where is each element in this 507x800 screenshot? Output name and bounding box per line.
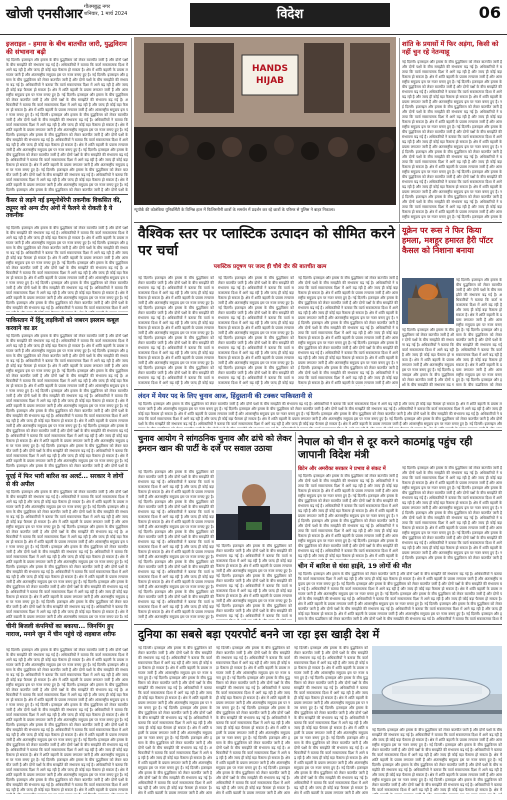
column-rule [399,224,400,388]
photo-caption: न्यूयॉर्क की कोलंबिया यूनिवर्सिटी के विभिन्न हाल में फिलिस्तीनी छात्रों के समर्थन में प्रदर्शन कर रहे छात्रों के परिसर से पुलिस ने बाहर निकाला। [134,207,336,212]
main-headline: वैश्विक स्तर पर प्लास्टिक उत्पादन को सीमित करने पर चर्चा [138,226,395,259]
divider [134,222,502,223]
imran-body-col2: नई दिल्ली। इजराइल और हमास के बीच युद्धविराम को लेकर बातचीत जारी है और दोनों पक्षों के बीच समझौते की संभावना बढ़ गई है। अधिकारियों ने बताया कि वार्ता सकारात्मक दिशा में आगे बढ़ रही है और जल्द ही कोई बड़ा फैसला हो सकता है। क्षेत्र में शांति बहाली के प्रयास लगातार जारी हैं और अंतरराष्ट्रीय समुदाय इस पर नजर बनाए हुए है। नई दिल्ली। इजराइल और हमास के बीच युद्धविराम को लेकर बातचीत जारी है और दोनों पक्षों के बीच समझौते की संभावना बढ़ गई है। अधिकारियों ने बताया कि वार्ता सकारात्मक दिशा में आगे बढ़ रही है और जल्द ही कोई बड़ा फैसला हो सकता है। क्षेत्र में शांति बहाली के प्रयास लगातार जारी हैं और अंतरराष्ट्रीय समुदाय इस पर नजर बनाए हुए है। नई दिल्ली। इजराइल और हमास के बीच युद्धविराम को लेकर बातचीत जारी है और दोनों पक्षों के बीच समझौते की संभावना बढ़ गई है। अधिकारियों ने बताया कि वार्ता स [216,544,292,618]
story5-headline: चीनी बिजली कंपनियों का बकाया... जिनपिंग हुए नाराज, मनाने जुन में चीन पहुंचे रहे शहबाज शरीफ [6,623,116,638]
ukraine-body-a: नई दिल्ली। इजराइल और हमास के बीच युद्धविराम को लेकर बातचीत जारी है और दोनों पक्षों के बीच समझौते की संभावना बढ़ गई है। अधिकारियों ने बताया कि वार्ता सकारात्मक दिशा में आगे बढ़ रही है और जल्द ही कोई बड़ा फैसला हो सकता है। क्षेत्र में शांति बहाली के प्रयास लगातार जारी हैं और अंतरराष्ट्रीय समुदाय इस पर नजर बनाए हुए है। नई दिल्ली। इजराइल और हमास के बीच युद्धविराम को लेकर बातचीत जारी है और दोनों पक्षों के बीच समझौते की संभावना बढ़ गई है। अधिकारियों ने बताया कि वार्ता सकारात्मक दिशा में आगे बढ़ रही है और जल्द ही कोई बड़ा फैसला हो सकता है। क्षेत्र में शांति बहाली के प्रयास लगातार जारी हैं और अंतरराष्ट्रीय समुदाय इस पर नजर बनाए हुए है। नई दिल्ली। इजराइल और हमास के बीच युद्धविराम को लेकर [456,278,502,386]
divider [6,314,128,315]
airport-photo [372,646,502,724]
divider [134,389,502,390]
protest-photo-illustration [134,37,396,205]
imran-headline: चुनाव आयोग ने सांगठनिक चुनाव और ढांचे को लेकर इमरान खान की पार्टी के दर्जे पर सवाल उठाया [138,434,292,453]
main-subhead: प्लास्टिक प्रदूषण पर जल्द ही चौथे दौर की बातचीत खत्म [213,264,327,270]
main-body-col3: नई दिल्ली। इजराइल और हमास के बीच युद्धविराम को लेकर बातचीत जारी है और दोनों पक्षों के बीच समझौते की संभावना बढ़ गई है। अधिकारियों ने बताया कि वार्ता सकारात्मक दिशा में आगे बढ़ रही है और जल्द ही कोई बड़ा फैसला हो सकता है। क्षेत्र में शांति बहाली के प्रयास लगातार जारी हैं और अंतरराष्ट्रीय समुदाय इस पर नजर बनाए हुए है। नई दिल्ली। इजराइल और हमास के बीच युद्धविराम को लेकर बातचीत जारी है और दोनों पक्षों के बीच समझौते की संभावना बढ़ गई है। अधिकारियों ने बताया कि वार्ता सकारात्मक दिशा में आगे बढ़ रही है और जल्द ही कोई बड़ा फैसला हो सकता है। क्षेत्र में शांति बहाली के प्रयास लगातार जारी हैं और अंतरराष्ट्रीय समुदाय इस पर नजर बनाए हुए है। नई दिल्ली। इजराइल और हमास के बीच युद्धविराम को लेकर बातचीत जारी है और दोनों पक्षों के बीच समझौते की संभावना बढ़ गई है। अधिकारियों ने बताया कि वार्ता सकारात्मक दिशा में आगे बढ़ रही है और जल्द ही कोई बड़ा फैसला हो सकता है। क्षेत्र में शांति बहाली के प्रयास लगातार जारी हैं और अंतरराष्ट्रीय समुदाय इस पर नजर बनाए हुए है। नई दिल्ली। इजराइल और हमास के बीच युद्धविराम को लेकर बातचीत जारी है और दोनों पक्षों के बीच समझौते की संभावना बढ़ गई है। अधिकारियों ने बताया कि वार्ता सकारात्मक दिशा में आगे बढ़ रही है और जल्द ही कोई बड़ा फैसला हो सकता है। क्षेत्र में शांति बहाली के प्रयास लगातार जारी हैं और अंतरराष्ट्रीय समुदाय इस पर नजर बनाए हुए है। नई दिल्ली। इजराइल और हमास के बीच युद्धविराम को लेकर बातचीत जारी है और दोनों पक्षों के बीच समझौते की संभावना बढ़ गई है। अधिकारियों ने बताया कि वार्ता सकारात्मक दिशा में आगे बढ़ रही है और जल्द ही कोई बड़ा फैसला हो सकता है। क्षेत्र में शांति बहाली के प्रयास लगातार जारी हैं और अंतर [298,276,398,385]
divider [134,624,502,625]
airport-illustration [372,646,502,724]
castle-illustration [402,278,454,324]
page-number: 06 [478,3,501,22]
svg-text:HIJAB: HIJAB [255,76,285,86]
nepal-body-col2: नई दिल्ली। इजराइल और हमास के बीच युद्धविराम को लेकर बातचीत जारी है और दोनों पक्षों के बीच समझौते की संभावना बढ़ गई है। अधिकारियों ने बताया कि वार्ता सकारात्मक दिशा में आगे बढ़ रही है और जल्द ही कोई बड़ा फैसला हो सकता है। क्षेत्र में शांति बहाली के प्रयास लगातार जारी हैं और अंतरराष्ट्रीय समुदाय इस पर नजर बनाए हुए है। नई दिल्ली। इजराइल और हमास के बीच युद्धविराम को लेकर बातचीत जारी है और दोनों पक्षों के बीच समझौते की संभावना बढ़ गई है। अधिकारियों ने बताया कि वार्ता सकारात्मक दिशा में आगे बढ़ रही है और जल्द ही कोई बड़ा फैसला हो सकता है। क्षेत्र में शांति बहाली के प्रयास लगातार जारी हैं और अंतरराष्ट्रीय समुदाय इस पर नजर बनाए हुए है। नई दिल्ली। इजराइल और हमास के बीच युद्धविराम को लेकर बातचीत जारी है और दोनों पक्षों के बीच समझौते की संभावना बढ़ गई है। अधिकारियों ने बताया कि वार्ता सकारात्मक दिशा में आगे बढ़ रही है और जल्द ही कोई बड़ा फैसला हो सकता है। क्षेत्र में शांति बहाली के प्रयास लगातार जारी हैं और अंतरराष्ट्रीय समुदाय इस पर नजर बनाए हुए है। नई दिल्ली। इजराइल और हमास के बीच युद्धविराम को लेकर बातचीत जारी है और दोनों पक्षों के बीच समझौते की संभावना बढ़ गई है। अधिकारियों ने बताया कि वार्ता सकारात्मक दिशा में आगे बढ़ रही है और जल्द ही कोई बड़ा फैसला हो सकता है। क्षेत्र में शांति बहाली के प्रयास लगातार जारी हैं और अंतरराष्ट्रीय समुदाय इस पर नजर बनाए हुए है। नई दिल्ली। इजराइल और हमास के बीच युद्धविराम को लेकर बातचीत जारी है [402,466,502,560]
story5-body: नई दिल्ली। इजराइल और हमास के बीच युद्धविराम को लेकर बातचीत जारी है और दोनों पक्षों के बीच समझौते की संभावना बढ़ गई है। अधिकारियों ने बताया कि वार्ता सकारात्मक दिशा में आगे बढ़ रही है और जल्द ही कोई बड़ा फैसला हो सकता है। क्षेत्र में शांति बहाली के प्रयास लगातार जारी हैं और अंतरराष्ट्रीय समुदाय इस पर नजर बनाए हुए है। नई दिल्ली। इजराइल और हमास के बीच युद्धविराम को लेकर बातचीत जारी है और दोनों पक्षों के बीच समझौते की संभावना बढ़ गई है। अधिकारियों ने बताया कि वार्ता सकारात्मक दिशा में आगे बढ़ रही है और जल्द ही कोई बड़ा फैसला हो सकता है। क्षेत्र में शांति बहाली के प्रयास लगातार जारी हैं और अंतरराष्ट्रीय समुदाय इस पर नजर बनाए हुए है। नई दिल्ली। इजराइल और हमास के बीच युद्धविराम को लेकर बातचीत जारी है और दोनों पक्षों के बीच समझौते की संभावना बढ़ गई है। अधिकारियों ने बताया कि वार्ता सकारात्मक दिशा में आगे बढ़ रही है और जल्द ही कोई बड़ा फैसला हो सकता है। क्षेत्र में शांति बहाली के प्रयास लगातार जारी हैं और अंतरराष्ट्रीय समुदाय इस पर नजर बनाए हुए है। नई दिल्ली। इजराइल और हमास के बीच युद्धविराम को लेकर बातचीत जारी है और दोनों पक्षों के बीच समझौते की संभावना बढ़ गई है। अधिकारियों ने बताया कि वार्ता सकारात्मक दिशा में आगे बढ़ रही है और जल्द ही कोई बड़ा फैसला हो सकता है। क्षेत्र में शांति बहाली के प्रयास लगातार जारी हैं और अंतरराष्ट्रीय समुदाय इस पर नजर बनाए हुए है। नई दिल्ली। इजराइल और हमास के बीच युद्धविराम को लेकर बातचीत जारी है और दोनों पक्षों के बीच समझौते की संभावना बढ़ गई है। अधिकारियों ने बताया कि वार्ता सकारात्मक दिशा में आगे बढ़ रही है और जल्द ही कोई बड़ा फैसला हो सकता है। क्षेत्र में शांति बहाली के प्रयास लगातार जारी हैं और अंतरराष्ट्रीय समुदाय इस पर नजर बनाए हुए है। नई दिल्ली। इजराइल और हमास के बीच युद्धविराम को लेकर बातचीत जारी है और दोनों पक्षों के बीच समझौते की संभावना बढ़ गई है। अधिकारियों ने बताया कि वार्ता सकारात्मक दिशा में आगे बढ़ रही है और जल्द ही कोई बड़ा फैसला हो सकता है। क्षेत्र में शांति बहाली के प्रयास लगातार जारी हैं और अंतरराष्ट्रीय समुदाय इस पर नजर बनाए हुए है। नई दिल्ली। इजराइल और हमास के बीच युद्धविराम को लेकर बातचीत जारी है और दोनों पक्षों के बीच समझौते की संभावना बढ़ गई है। अधिकारियों ने बताया कि वार्ता सकारात्मक दिशा में आगे बढ़ रही है और जल्द ही कोई बड़ा फैसला हो सकता है। क्षेत्र में शांति बहाली के प्रयास लगातार जारी हैं और अंतरराष्ट्रीय समुदाय इस पर नजर बनाए हुए है। नई दिल्ली। इजराइल और हमास के बीच युद्धविराम को लेकर बातचीत जारी है और दोनों पक्षों के बीच समझौते की संभावना बढ़ गई है। अधिकारियों ने बताया कि वार्ता सकारात्मक दिशा में आगे बढ़ रही है और जल्द ही कोई बड़ा फैसला हो सकता है। क्षेत्र में शांति बहाली के प्रयास लगातार [6,648,128,792]
story1-body: नई दिल्ली। इजराइल और हमास के बीच युद्धविराम को लेकर बातचीत जारी है और दोनों पक्षों के बीच समझौते की संभावना बढ़ गई है। अधिकारियों ने बताया कि वार्ता सकारात्मक दिशा में आगे बढ़ रही है और जल्द ही कोई बड़ा फैसला हो सकता है। क्षेत्र में शांति बहाली के प्रयास लगातार जारी हैं और अंतरराष्ट्रीय समुदाय इस पर नजर बनाए हुए है। नई दिल्ली। इजराइल और हमास के बीच युद्धविराम को लेकर बातचीत जारी है और दोनों पक्षों के बीच समझौते की संभावना बढ़ गई है। अधिकारियों ने बताया कि वार्ता सकारात्मक दिशा में आगे बढ़ रही है और जल्द ही कोई बड़ा फैसला हो सकता है। क्षेत्र में शांति बहाली के प्रयास लगातार जारी हैं और अंतरराष्ट्रीय समुदाय इस पर नजर बनाए हुए है। नई दिल्ली। इजराइल और हमास के बीच युद्धविराम को लेकर बातचीत जारी है और दोनों पक्षों के बीच समझौते की संभावना बढ़ गई है। अधिकारियों ने बताया कि वार्ता सकारात्मक दिशा में आगे बढ़ रही है और जल्द ही कोई बड़ा फैसला हो सकता है। क्षेत्र में शांति बहाली के प्रयास लगातार जारी हैं और अंतरराष्ट्रीय समुदाय इस पर नजर बनाए हुए है। नई दिल्ली। इजराइल और हमास के बीच युद्धविराम को लेकर बातचीत जारी है और दोनों पक्षों के बीच समझौते की संभावना बढ़ गई है। अधिकारियों ने बताया कि वार्ता सकारात्मक दिशा में आगे बढ़ रही है और जल्द ही कोई बड़ा फैसला हो सकता है। क्षेत्र में शांति बहाली के प्रयास लगातार जारी हैं और अंतरराष्ट्रीय समुदाय इस पर नजर बनाए हुए है। नई दिल्ली। इजराइल और हमास के बीच युद्धविराम को लेकर बातचीत जारी है और दोनों पक्षों के बीच समझौते की संभावना बढ़ गई है। अधिकारियों ने बताया कि वार्ता सकारात्मक दिशा में आगे बढ़ रही है और जल्द ही कोई बड़ा फैसला हो सकता है। क्षेत्र में शांति बहाली के प्रयास लगातार जारी हैं और अंतरराष्ट्रीय समुदाय इस पर नजर बनाए हुए है। नई दिल्ली। इजराइल और हमास के बीच युद्धविराम को लेकर बातचीत जारी है और दोनों पक्षों के बीच समझौते की संभावना बढ़ गई है। अधिकारियों ने बताया कि वार्ता सकारात्मक दिशा में आगे बढ़ रही है और जल्द ही कोई बड़ा फैसला हो सकता है। क्षेत्र में शांति बहाली के प्रयास लगातार जारी हैं और अंतरराष्ट्रीय समुदाय इस पर नजर बनाए हुए है। नई दिल्ली। इजराइल और हमास के बीच युद्धविराम को लेकर बातचीत जारी है और दोनों पक्षों के बीच समझौते की संभावना बढ़ गई है। अधिकारियों ने बताया कि वार्ता सकारात्मक दिशा में आगे बढ़ रही है और जल्द ही कोई बड़ा फैसला हो सकता है। क्षेत्र में शांति बहाली के प्रयास लगातार जारी हैं और अंतरराष्ट्रीय समुदाय इस पर नजर बनाए हुए है। नई दिल्ली। इजराइल और हमास के बीच युद्धविराम को लेकर बातचीत जारी है और दोनों पक्षों के [6,58,128,192]
newspaper-logo: खोजी एनसीआर [6,7,83,22]
divider [6,620,128,621]
story2-headline: कैंसर से लड़ने नई इम्यूनोथेरेपी तकनीक विकसित की, ट्यूमर को अन्य टीए अंगों में फैलने से रोकती है ये तकनीक [6,197,122,219]
london-body: नई दिल्ली। इजराइल और हमास के बीच युद्धविराम को लेकर बातचीत जारी है और दोनों पक्षों के बीच समझौते की संभावना बढ़ गई है। अधिकारियों ने बताया कि वार्ता सकारात्मक दिशा में आगे बढ़ रही है और जल्द ही कोई बड़ा फैसला हो सकता है। क्षेत्र में शांति बहाली के प्रयास लगातार जारी हैं और अंतरराष्ट्रीय समुदाय इस पर नजर बनाए हुए है। नई दिल्ली। इजराइल और हमास के बीच युद्धविराम को लेकर बातचीत जारी है और दोनों पक्षों के बीच समझौते की संभावना बढ़ गई है। अधिकारियों ने बताया कि वार्ता सकारात्मक दिशा में आगे बढ़ रही है और जल्द ही कोई बड़ा फैसला हो सकता है। क्षेत्र में शांति बहाली के प्रयास लगातार जारी हैं और अंतरराष्ट्रीय समुदाय इस पर नजर बनाए हुए है। नई दिल्ली। इजराइल और हमास के बीच युद्धविराम को लेकर बातचीत जारी है और दोनों पक्षों के बीच समझौते की संभावना बढ़ गई है। अधिकारियों ने बताया कि वार्ता सकारात्मक दिशा में आगे बढ़ रही है और जल्द ही कोई बड़ा फैसला हो सकता है। क्षेत्र में शांति बहाली के प्रयास लगातार जारी हैं और अंतरराष्ट्रीय समुदाय इस पर नजर बनाए हुए है। नई दिल्ली। इजराइल और हमास के बीच युद्धविराम को लेकर बातचीत जारी है और दोनों पक्षों के बीच समझौते की संभावना बढ़ गई है। अधिकारियों ने बताया कि वार्ता सकारात्मक दिशा में आगे बढ़ रही है और जल्द ही कोई बड़ा फैसला हो सकता है। क्षेत्र में शांति बहाली के प्रयास लगातार जारी हैं और अंतरराष्ट्रीय समुदाय इस पर नजर बनाए हुए है। नई दिल्ली। इजराइल और [138,402,502,426]
date-line: गौतमबुद्ध नगर शनिवार, 1 मार्च 2024 [84,4,128,17]
netanyahu-headline: शांति के प्रयासों में फिर अड़ंगा, किसी को नहीं चुन रहे नेतन्याहू [402,40,499,56]
divider [134,430,502,431]
divider [6,470,128,471]
main-body-col2: नई दिल्ली। इजराइल और हमास के बीच युद्धविराम को लेकर बातचीत जारी है और दोनों पक्षों के बीच समझौते की संभावना बढ़ गई है। अधिकारियों ने बताया कि वार्ता सकारात्मक दिशा में आगे बढ़ रही है और जल्द ही कोई बड़ा फैसला हो सकता है। क्षेत्र में शांति बहाली के प्रयास लगातार जारी हैं और अंतरराष्ट्रीय समुदाय इस पर नजर बनाए हुए है। नई दिल्ली। इजराइल और हमास के बीच युद्धविराम को लेकर बातचीत जारी है और दोनों पक्षों के बीच समझौते की संभावना बढ़ गई है। अधिकारियों ने बताया कि वार्ता सकारात्मक दिशा में आगे बढ़ रही है और जल्द ही कोई बड़ा फैसला हो सकता है। क्षेत्र में शांति बहाली के प्रयास लगातार जारी हैं और अंतरराष्ट्रीय समुदाय इस पर नजर बनाए हुए है। नई दिल्ली। इजराइल और हमास के बीच युद्धविराम को लेकर बातचीत जारी है और दोनों पक्षों के बीच समझौते की संभावना बढ़ गई है। अधिकारियों ने बताया कि वार्ता सकारात्मक दिशा में आगे बढ़ रही है और जल्द ही कोई बड़ा फैसला हो सकता है। क्षेत्र में शांति बहाली के प्रयास लगातार जारी हैं और अंतरराष्ट्रीय समुदाय इस पर नजर बनाए हुए है। नई दिल्ली। इजराइल और हमास के बीच युद्धविराम को लेकर बातचीत जारी है और दोनों पक्षों के बीच समझौते की संभावना बढ़ गई है। अधिकारियों ने बताया कि वार्ता सकारात्मक दिशा में आगे बढ़ रही है और जल्द ही कोई बड़ा [218,276,294,385]
section-title: विदेश [190,3,390,27]
london-headline: लंदन में मेयर पद के लिए चुनाव आज, हिंदुस्तानी की टक्कर पाकिस्तानी से [138,392,313,400]
protest-photo [134,37,396,205]
nepal-headline: नेपाल को चीन से दूर करने काठमांडू पहुंच रही जापानी विदेश मंत्री [298,436,473,461]
nepal-body-col1: नई दिल्ली। इजराइल और हमास के बीच युद्धविराम को लेकर बातचीत जारी है और दोनों पक्षों के बीच समझौते की संभावना बढ़ गई है। अधिकारियों ने बताया कि वार्ता सकारात्मक दिशा में आगे बढ़ रही है और जल्द ही कोई बड़ा फैसला हो सकता है। क्षेत्र में शांति बहाली के प्रयास लगातार जारी हैं और अंतरराष्ट्रीय समुदाय इस पर नजर बनाए हुए है। नई दिल्ली। इजराइल और हमास के बीच युद्धविराम को लेकर बातचीत जारी है और दोनों पक्षों के बीच समझौते की संभावना बढ़ गई है। अधिकारियों ने बताया कि वार्ता सकारात्मक दिशा में आगे बढ़ रही है और जल्द ही कोई बड़ा फैसला हो सकता है। क्षेत्र में शांति बहाली के प्रयास लगातार जारी हैं और अंतरराष्ट्रीय समुदाय इस पर नजर बनाए हुए है। नई दिल्ली। इजराइल और हमास के बीच युद्धविराम को लेकर बातचीत जारी है और दोनों पक्षों के बीच समझौते की संभावना बढ़ गई है। अधिकारियों ने बताया कि वार्ता सकारात्मक दिशा में आगे बढ़ रही है और जल्द ही कोई बड़ा फैसला हो सकता है। क्षेत्र में शांति बहाली के प्रयास लगातार जारी हैं और अंतरराष्ट्रीय समुदाय इस पर नजर बनाए हुए है। नई दिल्ली। इजराइल और हमास के बीच युद्धविराम को लेकर बातचीत जारी है और दोनों पक्षों के बीच समझौते की संभावना बढ़ गई है। अधिकारियों ने बताया कि वार्ता सकारात्मक दिशा में आगे बढ़ रही है और जल्द ही कोई बड़ा फैसला हो सकता है। क्षेत्र में शांति बहाली के [298,474,398,558]
story4-body: नई दिल्ली। इजराइल और हमास के बीच युद्धविराम को लेकर बातचीत जारी है और दोनों पक्षों के बीच समझौते की संभावना बढ़ गई है। अधिकारियों ने बताया कि वार्ता सकारात्मक दिशा में आगे बढ़ रही है और जल्द ही कोई बड़ा फैसला हो सकता है। क्षेत्र में शांति बहाली के प्रयास लगातार जारी हैं और अंतरराष्ट्रीय समुदाय इस पर नजर बनाए हुए है। नई दिल्ली। इजराइल और हमास के बीच युद्धविराम को लेकर बातचीत जारी है और दोनों पक्षों के बीच समझौते की संभावना बढ़ गई है। अधिकारियों ने बताया कि वार्ता सकारात्मक दिशा में आगे बढ़ रही है और जल्द ही कोई बड़ा फैसला हो सकता है। क्षेत्र में शांति बहाली के प्रयास लगातार जारी हैं और अंतरराष्ट्रीय समुदाय इस पर नजर बनाए हुए है। नई दिल्ली। इजराइल और हमास के बीच युद्धविराम को लेकर बातचीत जारी है और दोनों पक्षों के बीच समझौते की संभावना बढ़ गई है। अधिकारियों ने बताया कि वार्ता सकारात्मक दिशा में आगे बढ़ रही है और जल्द ही कोई बड़ा फैसला हो सकता है। क्षेत्र में शांति बहाली के प्रयास लगातार जारी हैं और अंतरराष्ट्रीय समुदाय इस पर नजर बनाए हुए है। नई दिल्ली। इजराइल और हमास के बीच युद्धविराम को लेकर बातचीत जारी है और दोनों पक्षों के बीच समझौते की संभावना बढ़ गई है। अधिकारियों ने बताया कि वार्ता सकारात्मक दिशा में आगे बढ़ रही है और जल्द ही कोई बड़ा फैसला हो सकता है। क्षेत्र में शांति बहाली के प्रयास लगातार जारी हैं और अंतरराष्ट्रीय समुदाय इस पर नजर बनाए हुए है। नई दिल्ली। इजराइल और हमास के बीच युद्धविराम को लेकर बातचीत जारी है और दोनों पक्षों के बीच समझौते की संभावना बढ़ गई है। अधिकारियों ने बताया कि वार्ता सकारात्मक दिशा में आगे बढ़ रही है और जल्द ही कोई बड़ा फैसला हो सकता है। क्षेत्र में शांति बहाली के प्रयास लगातार जारी हैं और अंतरराष्ट्रीय समुदाय इस पर नजर बनाए हुए है। नई दिल्ली। इजराइल और हमास के बीच युद्धविराम को लेकर बातचीत जारी है और दोनों पक्षों के बीच समझौते की संभावना बढ़ गई है। अधिकारियों ने बताया कि वार्ता सकारात्मक दिशा में आगे बढ़ रही है और जल्द ही कोई बड़ा फैसला हो सकता है। क्षेत्र में शांति बहाली के प्रयास लगातार जारी हैं और अंतरराष्ट्रीय समुदाय इस पर नजर बनाए हुए है। नई दिल्ली। इजराइल और हमास के बीच युद्धविराम को लेकर बातचीत जारी है और दोनों पक्षों के बीच समझौते की संभावना बढ़ गई है। अधिकारियों ने बताया कि वार्ता सकारात्मक दिशा में आगे बढ़ रही है और जल्द ही कोई बड़ा फैसला हो सकता है। क्षेत्र में शांति बहाली के प्रयास लगातार जारी हैं और अंतरराष्ट्रीय समुदाय इस पर नजर बनाए हुए है। नई [6,490,128,618]
story3-body: नई दिल्ली। इजराइल और हमास के बीच युद्धविराम को लेकर बातचीत जारी है और दोनों पक्षों के बीच समझौते की संभावना बढ़ गई है। अधिकारियों ने बताया कि वार्ता सकारात्मक दिशा में आगे बढ़ रही है और जल्द ही कोई बड़ा फैसला हो सकता है। क्षेत्र में शांति बहाली के प्रयास लगातार जारी हैं और अंतरराष्ट्रीय समुदाय इस पर नजर बनाए हुए है। नई दिल्ली। इजराइल और हमास के बीच युद्धविराम को लेकर बातचीत जारी है और दोनों पक्षों के बीच समझौते की संभावना बढ़ गई है। अधिकारियों ने बताया कि वार्ता सकारात्मक दिशा में आगे बढ़ रही है और जल्द ही कोई बड़ा फैसला हो सकता है। क्षेत्र में शांति बहाली के प्रयास लगातार जारी हैं और अंतरराष्ट्रीय समुदाय इस पर नजर बनाए हुए है। नई दिल्ली। इजराइल और हमास के बीच युद्धविराम को लेकर बातचीत जारी है और दोनों पक्षों के बीच समझौते की संभावना बढ़ गई है। अधिकारियों ने बताया कि वार्ता सकारात्मक दिशा में आगे बढ़ रही है और जल्द ही कोई बड़ा फैसला हो सकता है। क्षेत्र में शांति बहाली के प्रयास लगातार जारी हैं और अंतरराष्ट्रीय समुदाय इस पर नजर बनाए हुए है। नई दिल्ली। इजराइल और हमास के बीच युद्धविराम को लेकर बातचीत जारी है और दोनों पक्षों के बीच समझौते की संभावना बढ़ गई है। अधिकारियों ने बताया कि वार्ता सकारात्मक दिशा में आगे बढ़ रही है और जल्द ही कोई बड़ा फैसला हो सकता है। क्षेत्र में शांति बहाली के प्रयास लगातार जारी हैं और अंतरराष्ट्रीय समुदाय इस पर नजर बनाए हुए है। नई दिल्ली। इजराइल और हमास के बीच युद्धविराम को लेकर बातचीत जारी है और दोनों पक्षों के बीच समझौते की संभावना बढ़ गई है। अधिकारियों ने बताया कि वार्ता सकारात्मक दिशा में आगे बढ़ रही है और जल्द ही कोई बड़ा फैसला हो सकता है। क्षेत्र में शांति बहाली के प्रयास लगातार जारी हैं और अंतरराष्ट्रीय समुदाय इस पर नजर बनाए हुए है। नई दिल्ली। इजराइल और हमास के बीच युद्धविराम को लेकर बातचीत जारी है और दोनों पक्षों के बीच समझौते की संभावना बढ़ गई है। अधिकारियों ने बताया कि वार्ता सकारात्मक दिशा में आगे बढ़ रही है और जल्द ही कोई बड़ा फैसला हो सकता है। क्षेत्र में शांति बहाली के प्रयास लगातार जारी हैं और अंतरराष्ट्रीय समुदाय इस पर नजर बनाए हुए है। नई दिल्ली। इजराइल और हमास के बीच युद्धविराम को लेकर बातचीत जारी है और दोनों पक्षों के बीच समझौते की संभावना बढ़ गई है। अधिकारियों ने बताया कि वार्ता सकारात्मक दिशा में आगे बढ़ रही है और जल्द ही कोई बड़ा फैसला हो सकता है। क्षेत्र में शांति बहाली के प्रयास लगातार जारी हैं और अंतरराष्ट्रीय समुदाय इस पर नजर बनाए हुए है। नई दिल्ली। इजराइल और हमास के बीच युद्धविराम को लेकर बातचीत जारी है और दोनों पक्षों के [6,334,128,468]
divider [6,194,128,195]
netanyahu-body: नई दिल्ली। इजराइल और हमास के बीच युद्धविराम को लेकर बातचीत जारी है और दोनों पक्षों के बीच समझौते की संभावना बढ़ गई है। अधिकारियों ने बताया कि वार्ता सकारात्मक दिशा में आगे बढ़ रही है और जल्द ही कोई बड़ा फैसला हो सकता है। क्षेत्र में शांति बहाली के प्रयास लगातार जारी हैं और अंतरराष्ट्रीय समुदाय इस पर नजर बनाए हुए है। नई दिल्ली। इजराइल और हमास के बीच युद्धविराम को लेकर बातचीत जारी है और दोनों पक्षों के बीच समझौते की संभावना बढ़ गई है। अधिकारियों ने बताया कि वार्ता सकारात्मक दिशा में आगे बढ़ रही है और जल्द ही कोई बड़ा फैसला हो सकता है। क्षेत्र में शांति बहाली के प्रयास लगातार जारी हैं और अंतरराष्ट्रीय समुदाय इस पर नजर बनाए हुए है। नई दिल्ली। इजराइल और हमास के बीच युद्धविराम को लेकर बातचीत जारी है और दोनों पक्षों के बीच समझौते की संभावना बढ़ गई है। अधिकारियों ने बताया कि वार्ता सकारात्मक दिशा में आगे बढ़ रही है और जल्द ही कोई बड़ा फैसला हो सकता है। क्षेत्र में शांति बहाली के प्रयास लगातार जारी हैं और अंतरराष्ट्रीय समुदाय इस पर नजर बनाए हुए है। नई दिल्ली। इजराइल और हमास के बीच युद्धविराम को लेकर बातचीत जारी है और दोनों पक्षों के बीच समझौते की संभावना बढ़ गई है। अधिकारियों ने बताया कि वार्ता सकारात्मक दिशा में आगे बढ़ रही है और जल्द ही कोई बड़ा फैसला हो सकता है। क्षेत्र में शांति बहाली के प्रयास लगातार जारी हैं और अंतरराष्ट्रीय समुदाय इस पर नजर बनाए हुए है। नई दिल्ली। इजराइल और हमास के बीच युद्धविराम को लेकर बातचीत जारी है और दोनों पक्षों के बीच समझौते की संभावना बढ़ गई है। अधिकारियों ने बताया कि वार्ता सकारात्मक दिशा में आगे बढ़ रही है और जल्द ही कोई बड़ा फैसला हो सकता है। क्षेत्र में शांति बहाली के प्रयास लगातार जारी हैं और अंतरराष्ट्रीय समुदाय इस पर नजर बनाए हुए है। नई दिल्ली। इजराइल और हमास के बीच युद्धविराम को लेकर बातचीत जारी है और दोनों पक्षों के बीच समझौते की संभावना बढ़ गई है। अधिकारियों ने बताया कि वार्ता सकारात्मक दिशा में आगे बढ़ रही है और जल्द ही कोई बड़ा फैसला हो सकता है। क्षेत्र में शांति बहाली के प्रयास लगातार जारी हैं और अंतरराष्ट्रीय समुदाय इस पर नजर बनाए हुए है। नई दिल्ली। इजराइल और हमास के बीच युद्धविराम को लेकर बातचीत जारी है और दोनों पक्षों के बीच समझौते की संभावना बढ़ गई है। अधिकारियों ने बताया कि वार्ता सकारात्मक दिशा में आगे बढ़ रही है और जल्द ही कोई बड़ा फैसला हो सकता है। क्षेत्र में शांति बहाली के प्रयास लगातार जारी हैं और अंतरराष्ट्रीय समुदाय इस पर नजर बनाए हुए है। नई दिल्ली। इजराइल और हमास के [402,60,502,219]
column-rule [131,38,132,794]
airport-headline: दुनिया का सबसे बड़ा एयरपोर्ट बनने जा रहा इस खाड़ी देश में [138,628,380,641]
nepal-subhead: ब्रिटेन और अमरीका सरकार ने प्रभाव से संकट में [298,466,386,472]
column-rule [295,432,296,622]
svg-text:HANDS: HANDS [252,64,288,74]
imran-photo [216,470,292,540]
story3-headline: पाकिस्तान में हिंदू लड़कियों को जबरन इस्लाम कबूल करवाने का डर [6,317,119,332]
china-highway-body: नई दिल्ली। इजराइल और हमास के बीच युद्धविराम को लेकर बातचीत जारी है और दोनों पक्षों के बीच समझौते की संभावना बढ़ गई है। अधिकारियों ने बताया कि वार्ता सकारात्मक दिशा में आगे बढ़ रही है और जल्द ही कोई बड़ा फैसला हो सकता है। क्षेत्र में शांति बहाली के प्रयास लगातार जारी हैं और अंतरराष्ट्रीय समुदाय इस पर नजर बनाए हुए है। नई दिल्ली। इजराइल और हमास के बीच युद्धविराम को लेकर बातचीत जारी है और दोनों पक्षों के बीच समझौते की संभावना बढ़ गई है। अधिकारियों ने बताया कि वार्ता सकारात्मक दिशा में आगे बढ़ रही है और जल्द ही कोई बड़ा फैसला हो सकता है। क्षेत्र में शांति बहाली के प्रयास लगातार जारी हैं और अंतरराष्ट्रीय समुदाय इस पर नजर बनाए हुए है। नई दिल्ली। इजराइल और हमास के बीच युद्धविराम को लेकर बातचीत जारी है और दोनों पक्षों के बीच समझौते की संभावना बढ़ गई है। अधिकारियों ने बताया कि वार्ता सकारात्मक दिशा में आगे बढ़ रही है और जल्द ही कोई बड़ा फैसला हो सकता है। क्षेत्र में शांति बहाली के प्रयास लगातार जारी हैं और अंतरराष्ट्रीय समुदाय इस पर नजर बनाए हुए है। नई दिल्ली। इजराइल और हमास के बीच युद्धविराम को लेकर बातचीत जारी है और दोनों पक्षों के बीच समझौते की संभावना बढ़ गई है। अधिकारियों ने बताया कि वार्ता सकारात्मक दिशा में आगे बढ़ रही है और जल्द ही कोई बड़ा फैसला हो सकता है। क्षेत्र में शांति बहाली के प्रयास लगातार जारी हैं और अंतरराष्ट्रीय समुदाय इस पर नजर बनाए हुए है। नई दिल्ली। इजराइल और हमास के बीच युद्धविराम को लेकर बातचीत जारी है और दोनों पक्षों के बीच समझौते की संभावना बढ़ गई है। अधिकारियों ने बताया कि वार्ता सकारात्मक दिशा में [298,572,502,620]
china-highway-headline: चीन में बारिश से धंसा हाईवे, 19 लोगों की मौत [298,562,412,570]
main-body-col1: नई दिल्ली। इजराइल और हमास के बीच युद्धविराम को लेकर बातचीत जारी है और दोनों पक्षों के बीच समझौते की संभावना बढ़ गई है। अधिकारियों ने बताया कि वार्ता सकारात्मक दिशा में आगे बढ़ रही है और जल्द ही कोई बड़ा फैसला हो सकता है। क्षेत्र में शांति बहाली के प्रयास लगातार जारी हैं और अंतरराष्ट्रीय समुदाय इस पर नजर बनाए हुए है। नई दिल्ली। इजराइल और हमास के बीच युद्धविराम को लेकर बातचीत जारी है और दोनों पक्षों के बीच समझौते की संभावना बढ़ गई है। अधिकारियों ने बताया कि वार्ता सकारात्मक दिशा में आगे बढ़ रही है और जल्द ही कोई बड़ा फैसला हो सकता है। क्षेत्र में शांति बहाली के प्रयास लगातार जारी हैं और अंतरराष्ट्रीय समुदाय इस पर नजर बनाए हुए है। नई दिल्ली। इजराइल और हमास के बीच युद्धविराम को लेकर बातचीत जारी है और दोनों पक्षों के बीच समझौते की संभावना बढ़ गई है। अधिकारियों ने बताया कि वार्ता सकारात्मक दिशा में आगे बढ़ रही है और जल्द ही कोई बड़ा फैसला हो सकता है। क्षेत्र में शांति बहाली के प्रयास लगातार जारी हैं और अंतरराष्ट्रीय समुदाय इस पर नजर बनाए हुए है। नई दिल्ली। इजराइल और हमास के बीच युद्धविराम को लेकर बातचीत जारी है और दोनों पक्षों के बीच समझौते की संभावना बढ़ गई है। अधिकारियों ने बताया कि वार्ता सकारात्मक दिशा में आगे बढ़ रही है और जल्द ही कोई बड़ा [138,276,214,385]
airport-body-col2: नई दिल्ली। इजराइल और हमास के बीच युद्धविराम को लेकर बातचीत जारी है और दोनों पक्षों के बीच समझौते की संभावना बढ़ गई है। अधिकारियों ने बताया कि वार्ता सकारात्मक दिशा में आगे बढ़ रही है और जल्द ही कोई बड़ा फैसला हो सकता है। क्षेत्र में शांति बहाली के प्रयास लगातार जारी हैं और अंतरराष्ट्रीय समुदाय इस पर नजर बनाए हुए है। नई दिल्ली। इजराइल और हमास के बीच युद्धविराम को लेकर बातचीत जारी है और दोनों पक्षों के बीच समझौते की संभावना बढ़ गई है। अधिकारियों ने बताया कि वार्ता सकारात्मक दिशा में आगे बढ़ रही है और जल्द ही कोई बड़ा फैसला हो सकता है। क्षेत्र में शांति बहाली के प्रयास लगातार जारी हैं और अंतरराष्ट्रीय समुदाय इस पर नजर बनाए हुए है। नई दिल्ली। इजराइल और हमास के बीच युद्धविराम को लेकर बातचीत जारी है और दोनों पक्षों के बीच समझौते की संभावना बढ़ गई है। अधिकारियों ने बताया कि वार्ता सकारात्मक दिशा में आगे बढ़ रही है और जल्द ही कोई बड़ा फैसला हो सकता है। क्षेत्र में शांति बहाली के प्रयास लगातार जारी हैं और अंतरराष्ट्रीय समुदाय इस पर नजर बनाए हुए है। नई दिल्ली। इजराइल और हमास के बीच युद्धविराम को लेकर बातचीत जारी है और दोनों पक्षों के बीच समझौते की संभावना बढ़ गई है। अधिकारियों ने बताया कि वार्ता सकारात्मक दिशा में आगे बढ़ रही है और जल्द ही कोई बड़ा फैसला हो सकता है। क्षेत्र में शांति बहाली के प्रयास लगातार जारी हैं और अंतरराष्ट्रीय समुदाय इस पर नजर बनाए हुए है। नई दिल्ली। इजराइल और हमास के बीच युद्धविराम को लेकर बातचीत जारी है और दोनों पक्षों के बीच समझौते की संभावना बढ़ गई है। अधिकारियों ने बताया कि वार्ता सकारात्मक दिशा में आगे बढ़ रही है और जल्द ही कोई बड़ा फैसला हो सकता है। क्षेत्र में शांति बहाली के प्रयास लगातार जारी हैं और अंतर [216,646,290,794]
airport-body-col4: नई दिल्ली। इजराइल और हमास के बीच युद्धविराम को लेकर बातचीत जारी है और दोनों पक्षों के बीच समझौते की संभावना बढ़ गई है। अधिकारियों ने बताया कि वार्ता सकारात्मक दिशा में आगे बढ़ रही है और जल्द ही कोई बड़ा फैसला हो सकता है। क्षेत्र में शांति बहाली के प्रयास लगातार जारी हैं और अंतरराष्ट्रीय समुदाय इस पर नजर बनाए हुए है। नई दिल्ली। इजराइल और हमास के बीच युद्धविराम को लेकर बातचीत जारी है और दोनों पक्षों के बीच समझौते की संभावना बढ़ गई है। अधिकारियों ने बताया कि वार्ता सकारात्मक दिशा में आगे बढ़ रही है और जल्द ही कोई बड़ा फैसला हो सकता है। क्षेत्र में शांति बहाली के प्रयास लगातार जारी हैं और अंतरराष्ट्रीय समुदाय इस पर नजर बनाए हुए है। नई दिल्ली। इजराइल और हमास के बीच युद्धविराम को लेकर बातचीत जारी है और दोनों पक्षों के बीच समझौते की संभावना बढ़ गई है। अधिकारियों ने बताया कि वार्ता सकारात्मक दिशा में आगे बढ़ रही है और जल्द ही कोई बड़ा फैसला हो सकता है। क्षेत्र में शांति बहाली के प्रयास लगातार जारी हैं और अंतरराष्ट्रीय समुदाय इस पर नजर बनाए हुए है। नई दिल्ली। इजराइल और हमास के बीच युद्धविराम को लेकर बातचीत जारी है और दोनों पक्षों के बीच समझौते की संभावना बढ़ गई है। अधिकारियों ने बताया कि वार्ता सकारात्मक दिशा में आगे बढ़ रही है और जल्द ही कोई बड़ा फैसला हो सकता है। क्षेत्र में [372,728,502,792]
story4-headline: यूएई में फिर भारी बारिश का अलर्ट... सरकार ने लोगों से की अपील [6,473,124,488]
story2-body: नई दिल्ली। इजराइल और हमास के बीच युद्धविराम को लेकर बातचीत जारी है और दोनों पक्षों के बीच समझौते की संभावना बढ़ गई है। अधिकारियों ने बताया कि वार्ता सकारात्मक दिशा में आगे बढ़ रही है और जल्द ही कोई बड़ा फैसला हो सकता है। क्षेत्र में शांति बहाली के प्रयास लगातार जारी हैं और अंतरराष्ट्रीय समुदाय इस पर नजर बनाए हुए है। नई दिल्ली। इजराइल और हमास के बीच युद्धविराम को लेकर बातचीत जारी है और दोनों पक्षों के बीच समझौते की संभावना बढ़ गई है। अधिकारियों ने बताया कि वार्ता सकारात्मक दिशा में आगे बढ़ रही है और जल्द ही कोई बड़ा फैसला हो सकता है। क्षेत्र में शांति बहाली के प्रयास लगातार जारी हैं और अंतरराष्ट्रीय समुदाय इस पर नजर बनाए हुए है। नई दिल्ली। इजराइल और हमास के बीच युद्धविराम को लेकर बातचीत जारी है और दोनों पक्षों के बीच समझौते की संभावना बढ़ गई है। अधिकारियों ने बताया कि वार्ता सकारात्मक दिशा में आगे बढ़ रही है और जल्द ही कोई बड़ा फैसला हो सकता है। क्षेत्र में शांति बहाली के प्रयास लगातार जारी हैं और अंतरराष्ट्रीय समुदाय इस पर नजर बनाए हुए है। नई दिल्ली। इजराइल और हमास के बीच युद्धविराम को लेकर बातचीत जारी है और दोनों पक्षों के बीच समझौते की संभावना बढ़ गई है। अधिकारियों ने बताया कि वार्ता सकारात्मक दिशा में आगे बढ़ रही है और जल्द ही कोई बड़ा फैसला हो सकता है। क्षेत्र में शांति बहाली के प्रयास लगातार जारी हैं और अंतरराष्ट्रीय समुदाय इस पर नजर बनाए हुए है। नई दिल्ली। इजराइल और हमास के बीच युद्धविराम को लेकर बातचीत जारी है और दोनों पक्षों के बीच समझौते की संभावना बढ़ गई है। अधिकारियों ने बताया कि वार्ता सकारात्मक दिशा में आगे [6,226,128,310]
imran-body-col1: नई दिल्ली। इजराइल और हमास के बीच युद्धविराम को लेकर बातचीत जारी है और दोनों पक्षों के बीच समझौते की संभावना बढ़ गई है। अधिकारियों ने बताया कि वार्ता सकारात्मक दिशा में आगे बढ़ रही है और जल्द ही कोई बड़ा फैसला हो सकता है। क्षेत्र में शांति बहाली के प्रयास लगातार जारी हैं और अंतरराष्ट्रीय समुदाय इस पर नजर बनाए हुए है। नई दिल्ली। इजराइल और हमास के बीच युद्धविराम को लेकर बातचीत जारी है और दोनों पक्षों के बीच समझौते की संभावना बढ़ गई है। अधिकारियों ने बताया कि वार्ता सकारात्मक दिशा में आगे बढ़ रही है और जल्द ही कोई बड़ा फैसला हो सकता है। क्षेत्र में शांति बहाली के प्रयास लगातार जारी हैं और अंतरराष्ट्रीय समुदाय इस पर नजर बनाए हुए है। नई दिल्ली। इजराइल और हमास के बीच युद्धविराम को लेकर बातचीत जारी है और दोनों पक्षों के बीच समझौते की संभावना बढ़ गई है। अधिकारियों ने बताया कि वार्ता सकारात्मक दिशा में आगे बढ़ रही है और जल्द ही कोई बड़ा फैसला हो सकता है। क्षेत्र में शांति बहाली के प्रयास लगातार जारी हैं और अंतरराष्ट्रीय समुदाय इस पर नजर बनाए हुए है। नई दिल्ली। इजराइल और हमास के बीच युद्धविराम को लेकर बातचीत जारी है और दोनों पक्षों के बीच समझौते की संभावना बढ़ गई है। अधिकारियों ने बताया कि वार्ता सकारात्मक दिशा में आगे बढ़ रही है और जल्द ही कोई बड़ा फैसला हो सकता है। क्षेत्र में शांति बहाली के प्रयास लगातार जारी हैं और अंतरराष्ट्रीय समुदाय इस पर नजर बनाए हुए है। नई दिल्ली। इजराइल और हमास के बीच युद्धविराम को लेकर बातचीत जारी है और दोनों पक्षों के बीच समझौते की संभावना बढ़ गई है। अधिकारियों ने बताया कि वार्ता सकारात्मक दिशा में आगे बढ़ रही है और जल्द ही कोई बड़ा फैसला हो सकता है। क्षेत्र में शांति बहाली के प्रयास लगातार जारी हैं और अंतरराष्ट्रीय समुदाय इस पर नजर बनाए हुए है। [138,470,214,619]
ukraine-body-b: नई दिल्ली। इजराइल और हमास के बीच युद्धविराम को लेकर बातचीत जारी है और दोनों पक्षों के बीच समझौते की संभावना बढ़ गई है। अधिकारियों ने बताया कि वार्ता सकारात्मक दिशा में आगे बढ़ रही है और जल्द ही कोई बड़ा फैसला हो सकता है। क्षेत्र में शांति बहाली के प्रयास लगातार जारी हैं और अंतरराष्ट्रीय समुदाय इस पर नजर बनाए हुए है। नई दिल्ली। इजराइल और हमास के बीच युद्धविराम को लेकर बातचीत जारी है और दोनों पक्षों के बीच समझौते की संभावना बढ़ ग [402,328,454,386]
column-rule [399,38,400,222]
ukraine-headline: यूक्रेन पर रूस ने फिर किया हमला, मशहूर हमारत हैरी पॉटर कैसल को निशाना बनाया [402,226,493,255]
airport-body-col1: नई दिल्ली। इजराइल और हमास के बीच युद्धविराम को लेकर बातचीत जारी है और दोनों पक्षों के बीच समझौते की संभावना बढ़ गई है। अधिकारियों ने बताया कि वार्ता सकारात्मक दिशा में आगे बढ़ रही है और जल्द ही कोई बड़ा फैसला हो सकता है। क्षेत्र में शांति बहाली के प्रयास लगातार जारी हैं और अंतरराष्ट्रीय समुदाय इस पर नजर बनाए हुए है। नई दिल्ली। इजराइल और हमास के बीच युद्धविराम को लेकर बातचीत जारी है और दोनों पक्षों के बीच समझौते की संभावना बढ़ गई है। अधिकारियों ने बताया कि वार्ता सकारात्मक दिशा में आगे बढ़ रही है और जल्द ही कोई बड़ा फैसला हो सकता है। क्षेत्र में शांति बहाली के प्रयास लगातार जारी हैं और अंतरराष्ट्रीय समुदाय इस पर नजर बनाए हुए है। नई दिल्ली। इजराइल और हमास के बीच युद्धविराम को लेकर बातचीत जारी है और दोनों पक्षों के बीच समझौते की संभावना बढ़ गई है। अधिकारियों ने बताया कि वार्ता सकारात्मक दिशा में आगे बढ़ रही है और जल्द ही कोई बड़ा फैसला हो सकता है। क्षेत्र में शांति बहाली के प्रयास लगातार जारी हैं और अंतरराष्ट्रीय समुदाय इस पर नजर बनाए हुए है। नई दिल्ली। इजराइल और हमास के बीच युद्धविराम को लेकर बातचीत जारी है और दोनों पक्षों के बीच समझौते की संभावना बढ़ गई है। अधिकारियों ने बताया कि वार्ता सकारात्मक दिशा में आगे बढ़ रही है और जल्द ही कोई बड़ा फैसला हो सकता है। क्षेत्र में शांति बहाली के प्रयास लगातार जारी हैं और अंतरराष्ट्रीय समुदाय इस पर नजर बनाए हुए है। नई दिल्ली। इजराइल और हमास के बीच युद्धविराम को लेकर बातचीत जारी है और दोनों पक्षों के बीच समझौते की संभावना बढ़ गई है। अधिकारियों ने बताया कि वार्ता सकारात्मक दिशा में आगे बढ़ रही है और जल्द ही कोई बड़ा फैसला हो सकता है। क्षेत्र में शांति बहाली के प्रयास लगातार जारी हैं और अंतर [138,646,212,794]
castle-fire-photo [402,278,454,324]
airport-body-col3: नई दिल्ली। इजराइल और हमास के बीच युद्धविराम को लेकर बातचीत जारी है और दोनों पक्षों के बीच समझौते की संभावना बढ़ गई है। अधिकारियों ने बताया कि वार्ता सकारात्मक दिशा में आगे बढ़ रही है और जल्द ही कोई बड़ा फैसला हो सकता है। क्षेत्र में शांति बहाली के प्रयास लगातार जारी हैं और अंतरराष्ट्रीय समुदाय इस पर नजर बनाए हुए है। नई दिल्ली। इजराइल और हमास के बीच युद्धविराम को लेकर बातचीत जारी है और दोनों पक्षों के बीच समझौते की संभावना बढ़ गई है। अधिकारियों ने बताया कि वार्ता सकारात्मक दिशा में आगे बढ़ रही है और जल्द ही कोई बड़ा फैसला हो सकता है। क्षेत्र में शांति बहाली के प्रयास लगातार जारी हैं और अंतरराष्ट्रीय समुदाय इस पर नजर बनाए हुए है। नई दिल्ली। इजराइल और हमास के बीच युद्धविराम को लेकर बातचीत जारी है और दोनों पक्षों के बीच समझौते की संभावना बढ़ गई है। अधिकारियों ने बताया कि वार्ता सकारात्मक दिशा में आगे बढ़ रही है और जल्द ही कोई बड़ा फैसला हो सकता है। क्षेत्र में शांति बहाली के प्रयास लगातार जारी हैं और अंतरराष्ट्रीय समुदाय इस पर नजर बनाए हुए है। नई दिल्ली। इजराइल और हमास के बीच युद्धविराम को लेकर बातचीत जारी है और दोनों पक्षों के बीच समझौते की संभावना बढ़ गई है। अधिकारियों ने बताया कि वार्ता सकारात्मक दिशा में आगे बढ़ रही है और जल्द ही कोई बड़ा फैसला हो सकता है। क्षेत्र में शांति बहाली के प्रयास लगातार जारी हैं और अंतरराष्ट्रीय समुदाय इस पर नजर बनाए हुए है। नई दिल्ली। इजराइल और हमास के बीच युद्धविराम को लेकर बातचीत जारी है और दोनों पक्षों के बीच समझौते की संभावना बढ़ गई है। अधिकारियों ने बताया कि वार्ता सकारात्मक दिशा में आगे बढ़ रही है और जल्द ही कोई बड़ा फैसला हो सकता है। क्षेत्र में शांति बहाली के प्रयास लगातार जारी हैं और अंतर [294,646,368,794]
masthead [0,0,507,35]
story1-headline: इजराइल - हमास के बीच बातचीत जारी, युद्धविराम की संभावना बढ़ी [6,40,127,56]
imran-illustration [216,470,292,540]
